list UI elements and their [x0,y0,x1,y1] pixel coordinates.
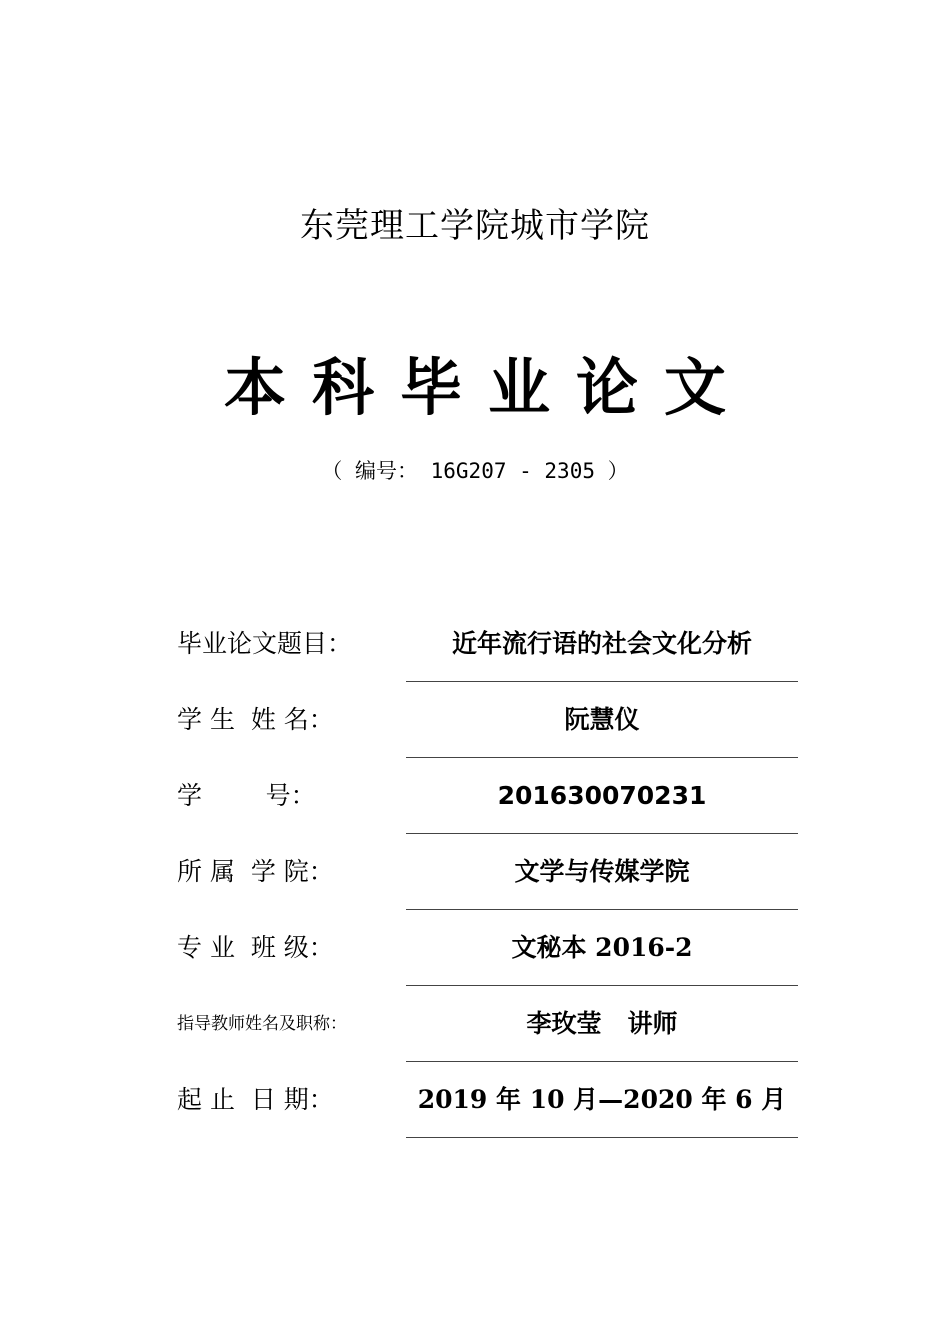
field-label: 学 生 姓 名： [177,705,334,734]
field-label: 学 号： [177,781,316,810]
field-label: 专 业 班 级： [177,933,334,962]
field-label: 毕业论文题目： [177,629,353,658]
field-value: 201630070231 [406,758,798,834]
field-value: 文学与传媒学院 [406,834,798,910]
info-table [177,606,798,1138]
field-label: 指导教师姓名及职称： [177,1014,347,1034]
serial-number: （ 编号： 16G207 - 2305 ） [321,459,629,483]
field-college [177,834,798,910]
field-label: 起 止 日 期： [177,1085,334,1114]
university-name: 东莞理工学院城市学院 [300,206,650,246]
field-thesis-title [177,606,798,682]
field-value: 文秘本 2016-2 [406,910,798,986]
field-value: 近年流行语的社会文化分析 [406,606,798,682]
field-date-range [177,1062,798,1138]
field-value: 2019 年 10 月—2020 年 6 月 [406,1062,798,1138]
field-student-name [177,682,798,758]
field-label: 所 属 学 院： [177,857,334,886]
document-title: 本科毕业论文 [223,351,752,424]
field-value: 李玫莹 讲师 [406,986,798,1062]
field-value: 阮慧仪 [406,682,798,758]
field-major-class [177,910,798,986]
field-advisor [177,986,798,1062]
field-student-id [177,758,798,834]
